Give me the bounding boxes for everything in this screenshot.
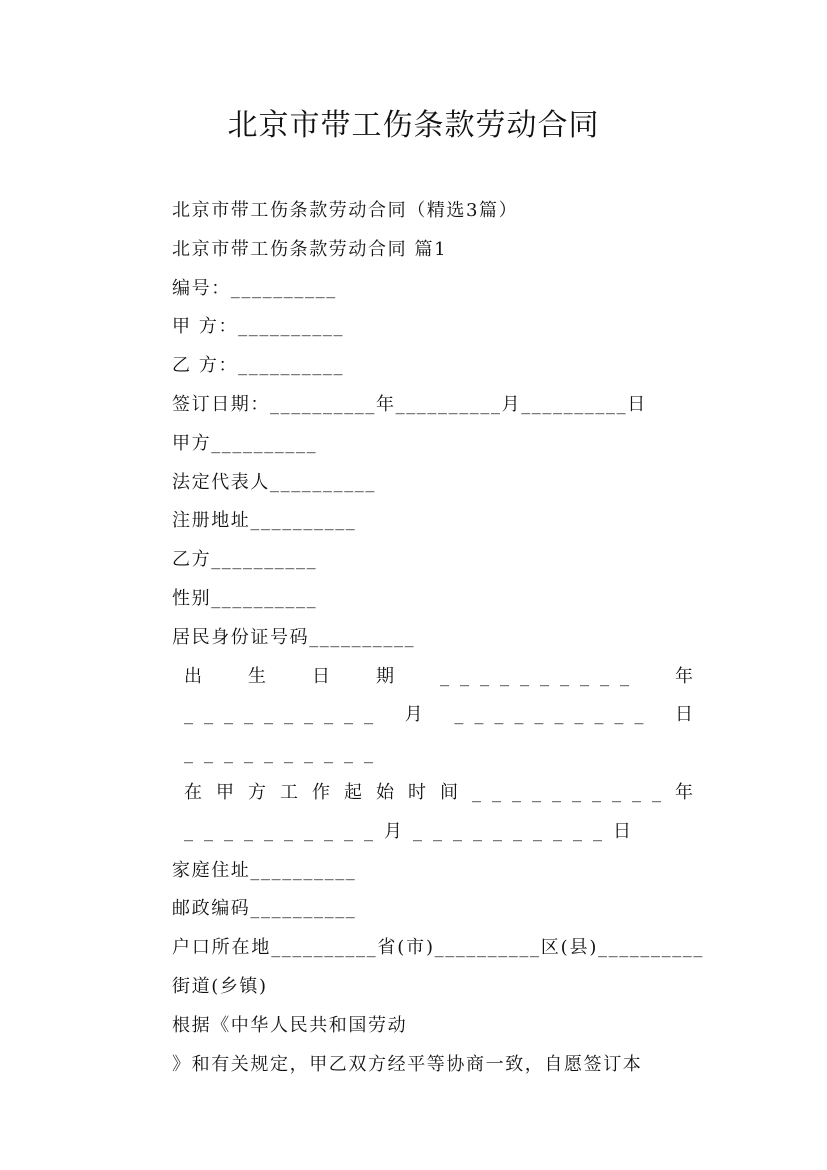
doc-line-party-b-name: 乙方__________ [172, 549, 318, 571]
doc-line-gender: 性别__________ [172, 587, 318, 609]
doc-line-sign-date: 签订日期：__________年__________月__________日 [172, 393, 647, 415]
doc-line-section: 北京市带工伤条款劳动合同 篇1 [172, 238, 448, 260]
doc-line-party-a-name: 甲方__________ [172, 432, 318, 454]
doc-line-party-a: 甲 方：__________ [172, 316, 345, 338]
doc-line-start-date: 在甲方工作起始时间__________年__________月__________日 [184, 781, 704, 842]
doc-line-birth-date: 出生日期__________年__________月__________日__________ [184, 665, 704, 765]
doc-line-basis: 根据《中华人民共和国劳动 [172, 1014, 408, 1036]
doc-line-number: 编号：__________ [172, 277, 337, 299]
document-body [124, 192, 704, 1084]
page-title: 北京市带工伤条款劳动合同 [227, 108, 600, 143]
doc-line-subtitle: 北京市带工伤条款劳动合同（精选3篇） [172, 200, 519, 221]
doc-line-postcode: 邮政编码__________ [172, 898, 357, 920]
doc-line-party-b: 乙 方：__________ [172, 355, 345, 377]
doc-line-legal-rep: 法定代表人__________ [172, 471, 376, 493]
doc-line-id-number: 居民身份证号码__________ [172, 626, 416, 648]
doc-line-reg-address: 注册地址__________ [172, 510, 357, 532]
doc-line-hukou: 户口所在地__________省(市)__________区(县)__________街道(乡镇) [172, 937, 704, 997]
doc-line-home-address: 家庭住址__________ [172, 859, 357, 881]
doc-line-agreement: 》和有关规定，甲乙双方经平等协商一致，自愿签订本 [172, 1053, 643, 1075]
